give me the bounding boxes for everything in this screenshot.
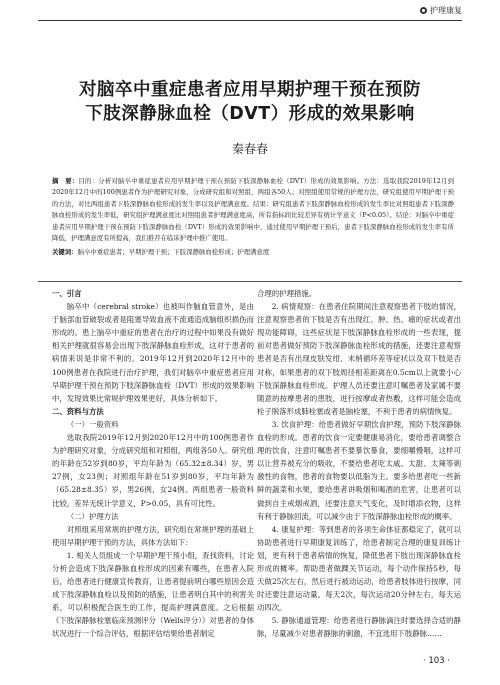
body-column-right xyxy=(257,287,461,641)
abstract-text: 目的：分析对脑卒中重症患者应用早期护理干预在预防下肢深静脉血栓（DVT）形成的效果影响。方法：选取我院2019年12月到2020年12月中的100例患者作为护理研究对象，分成研究组和对照组，两组各50人；对照组使用常规的护理方法，研究组使用早期护理干预的方法，对比两组患者下肢深静脉血栓形成的发生率以及护理满意度。结果：研究组患者下肢深静脉血栓形成的发生率比对照组患者下肢深静脉血栓形成的发生率低，研究组护理满意度比对照组患者护理满意度高，所有指标间比较差异有统计学意义（P<0.05）。结论：对脑卒中重症患者应用早期护理干预在预防下肢深静脉血栓（DVT）形成的效果影响中，通过使用早期护理干预后，患者下肢深静脉血栓形成的发生率有所降低，护理满意度有所提高，我们推荐在临床护理中推广使用。 xyxy=(52,177,454,243)
paragraph-item-3: 3. 饮食护理：给患者做好早期饮食护理，预防下肢深静脉血栓的形成。患者的饮食一定要健康易消化，要给患者调整合理的饮食，注意叮嘱患者不要暴饮暴食，要细嚼慢咽，这样可以让营养被充分的吸收，不要给患者吃太咸、太甜、太辣等刺激性的食物，患者的食物要以低脂为主。要多给患者吃一些新鲜的蔬菜和水果，要给患者讲吸烟和喝酒的危害，让患者可以做到自主戒烟戒酒，还要注意天气变化，及时增添衣物，这样有利于静脉回流，可以减少由于下肢深静脉血栓形成的概率。 xyxy=(257,419,461,521)
paragraph-item-2: 2. 病情观察：在患者住院期间注意观察患者下肢的情况，注意观察患者的下肢是否有出现红、肿、热、痛的症状或者出现功能障碍，这些症状是下肢深静脉血栓形成的一些表现，提前对患者做好预防下肢深静脉血栓形成的措施，还要注意观察患者是否有出现皮肤发绀、末梢循环差等症状以及双下肢是否对称，如果患者的双下肢周径相差距离在0.5cm以上就要小心下肢深静脉血栓形成。护理人员还要注意叮嘱患者及家属不要随意的按摩患者的患肢，进行按摩或者热敷，这样可能会造成栓子脱落形成肺栓塞或者是脑栓塞，不利于患者的病情恢复。 xyxy=(257,302,461,416)
subheading-general: （一）一般资料 xyxy=(66,419,119,429)
paragraph-item-5: 5. 静脉通道管理：给患者进行静脉滴注时要选择合适的静脉，尽量减少对患者静脉的刺激，不宜选用下肢静脉…… xyxy=(257,616,461,639)
paragraph-item-4: 4. 康复护理：等到患者的各项生命体征都稳定了，就可以协助患者进行早期康复训练了，给患者制定合理的康复训练计划，更有利于患者病情的恢复，降低患者下肢出现深静脉血栓形成的概率。帮助患者做踝关节运动，每个动作保持5秒，每天做25次左右，然后进行被动运动，给患者肢体进行按摩，同时还要注意运动量，每天2次，每次运动20分钟左右，每天运动四次。 xyxy=(257,524,461,613)
page-number: · 103 · xyxy=(422,656,450,666)
keywords-text: 脑卒中重症患者；早期护理干预；下肢深静脉血栓形成；护理满意度 xyxy=(77,248,270,257)
title-block xyxy=(38,78,462,157)
section-tag xyxy=(416,5,462,16)
paragraph-intro: 脑卒中（cerebral stroke）也被叫作脑血管意外，是由于脑部血管破裂或者是阻塞导致血液不流通造成脑组织损伤而形成的。患上脑卒中重症的患者在治疗的过程中如果没有做好相关护理就很容易会出现下肢深静脉血栓形成，这对于患者的病情来说是非常不利的。2019年12月到2020年12月中的100例患者在我院进行治疗护理，我们对脑卒中重症患者应用早期护理干预在预防下肢深静脉血栓（DVT）形成的效果影响中，发现效果比常规护理效果更好，具体分析如下。 xyxy=(52,302,254,403)
keywords xyxy=(52,247,454,258)
title-line-2: 下肢深静脉血栓（DVT）形成的效果影响 xyxy=(85,104,415,124)
heading-methods: 二、资料与方法 xyxy=(52,406,104,416)
abstract xyxy=(52,176,454,259)
keywords-label: 关键词： xyxy=(52,248,78,257)
section-bullet-icon xyxy=(420,7,427,14)
paragraph-general: 选取我院2019年12月到2020年12月中的100例患者作为护理研究对象，分成研究组和对照组，两组各50人。研究组的年龄在52岁到80岁，平均年龄为（65.32±8.34）岁，男27例，女23例；对照组年龄在51岁到80岁，平均年龄为（65.28±8.35）岁，男26例，女24例。两组患者一般资料比较，差异无统计学意义，P>0.05，具有可比性。 xyxy=(52,433,254,508)
body-column-left xyxy=(52,287,254,641)
header-rule xyxy=(38,20,462,21)
abstract-divider xyxy=(38,281,462,282)
author: 秦春春 xyxy=(231,142,268,156)
abstract-label: 摘 要： xyxy=(52,177,79,185)
paragraph-continued: 合理的护理措施。 xyxy=(257,289,317,298)
title-line-1: 对脑卒中重症患者应用早期护理干预在预防 xyxy=(79,80,421,100)
subheading-care: （二）护理方法 xyxy=(66,511,119,521)
article-title xyxy=(38,78,462,126)
paragraph-care: 对照组采用常规的护理方法，研究组在常规护理的基础上使用早期护理干预的方法，具体方法如下： xyxy=(52,524,254,547)
heading-intro: 一、引言 xyxy=(52,289,82,298)
section-label: 护理康复 xyxy=(430,6,462,15)
paragraph-item-1: 1. 相关人员组成一个早期护理干预小组，查找资料，讨论分析会造成下肢深静脉血栓形成的因素有哪些，在患者入院后，给患者进行健康宣传教育，让患者提前明白哪些原因会造成下肢深静脉血栓以及预防的措施，让患者明白其中的利害关系，可以积极配合医生的工作，提高护理满意度。之后根据《下肢深静脉栓塞临床预测评分（Wells评分）》对患者的身体状况进行一个综合评估，根据评估结果给患者制定 xyxy=(52,550,254,639)
